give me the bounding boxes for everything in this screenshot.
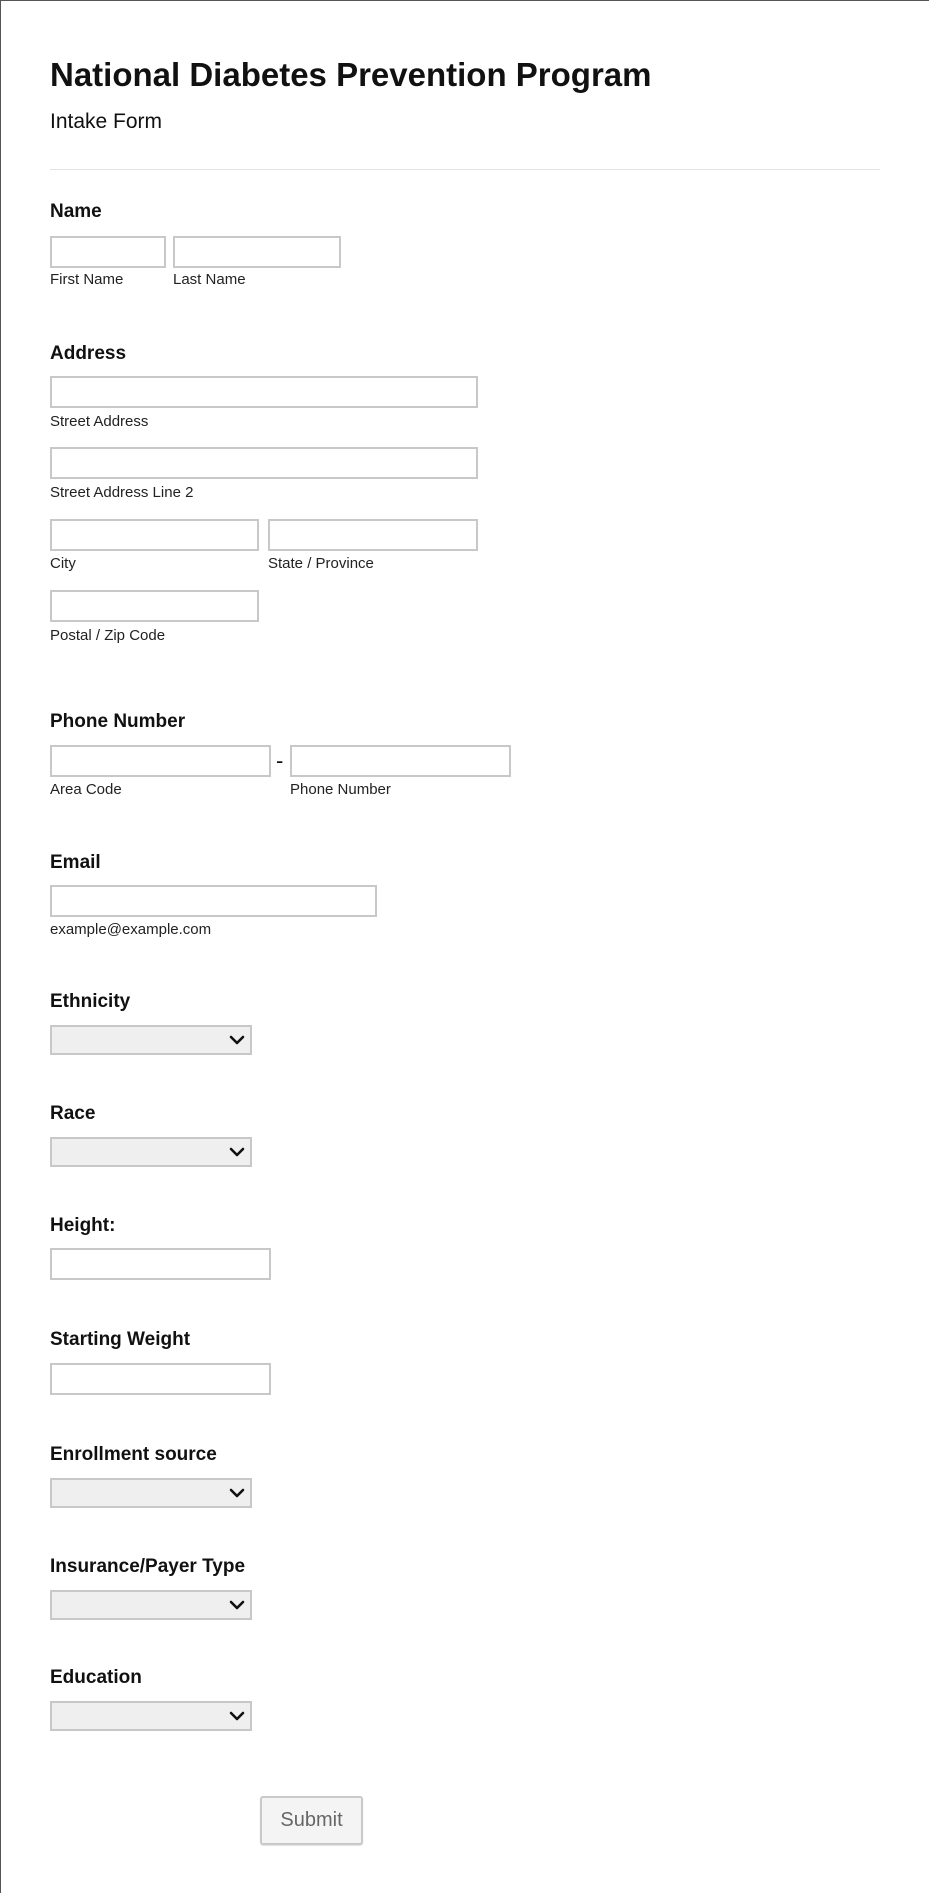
enrollment-source-select[interactable] — [50, 1478, 252, 1508]
insurance-payer-type-select[interactable] — [50, 1590, 252, 1620]
height-label: Height: — [50, 1215, 116, 1236]
email-input[interactable] — [50, 885, 377, 917]
chevron-down-icon — [228, 1705, 246, 1727]
state-province-input[interactable] — [268, 519, 478, 551]
education-select[interactable] — [50, 1701, 252, 1731]
insurance-payer-type-label: Insurance/Payer Type — [50, 1556, 246, 1577]
email-sublabel: example@example.com — [50, 921, 212, 938]
chevron-down-icon — [228, 1029, 246, 1051]
area-code-input[interactable] — [50, 745, 271, 777]
area-code-sublabel: Area Code — [50, 781, 122, 798]
submit-button[interactable]: Submit — [260, 1796, 363, 1845]
state-province-sublabel: State / Province — [268, 555, 374, 572]
phone-separator: - — [276, 748, 284, 773]
education-label: Education — [50, 1667, 142, 1688]
postal-code-input[interactable] — [50, 590, 259, 622]
ethnicity-label: Ethnicity — [50, 991, 131, 1012]
phone-number-sublabel: Phone Number — [290, 781, 391, 798]
race-select[interactable] — [50, 1137, 252, 1167]
header-divider — [50, 169, 880, 170]
street-address-line2-sublabel: Street Address Line 2 — [50, 484, 194, 501]
height-input[interactable] — [50, 1248, 271, 1280]
street-address-sublabel: Street Address — [50, 413, 149, 430]
name-label: Name — [50, 201, 102, 222]
city-input[interactable] — [50, 519, 259, 551]
starting-weight-label: Starting Weight — [50, 1329, 191, 1350]
address-label: Address — [50, 343, 127, 364]
last-name-input[interactable] — [173, 236, 341, 268]
race-label: Race — [50, 1103, 96, 1124]
chevron-down-icon — [228, 1141, 246, 1163]
enrollment-source-label: Enrollment source — [50, 1444, 217, 1465]
starting-weight-input[interactable] — [50, 1363, 271, 1395]
email-label: Email — [50, 852, 101, 873]
first-name-input[interactable] — [50, 236, 166, 268]
last-name-sublabel: Last Name — [173, 271, 246, 288]
street-address-input[interactable] — [50, 376, 478, 408]
ethnicity-select[interactable] — [50, 1025, 252, 1055]
chevron-down-icon — [228, 1594, 246, 1616]
page-title: National Diabetes Prevention Program — [50, 56, 652, 93]
phone-label: Phone Number — [50, 711, 186, 732]
street-address-line2-input[interactable] — [50, 447, 478, 479]
page-subtitle: Intake Form — [50, 110, 163, 133]
first-name-sublabel: First Name — [50, 271, 124, 288]
postal-code-sublabel: Postal / Zip Code — [50, 627, 166, 644]
city-sublabel: City — [50, 555, 76, 572]
phone-number-input[interactable] — [290, 745, 511, 777]
chevron-down-icon — [228, 1482, 246, 1504]
